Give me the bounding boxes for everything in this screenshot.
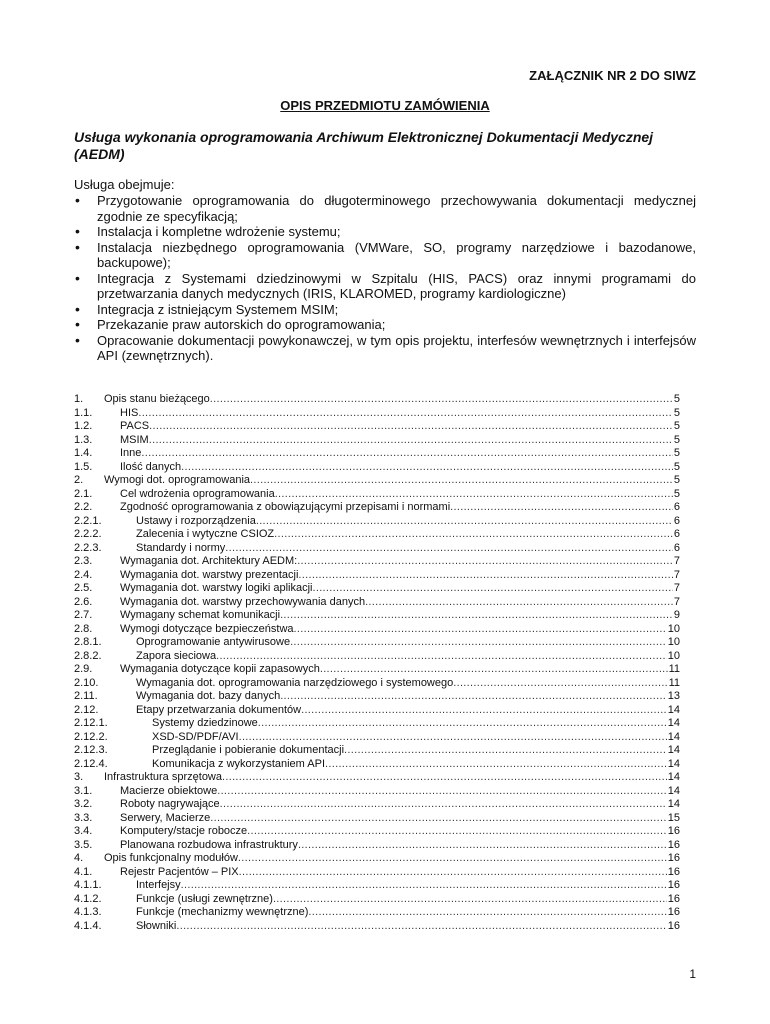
toc-entry-number: 3. <box>74 771 84 783</box>
toc-entry-page: 7 <box>673 582 680 594</box>
toc-dot-leader <box>176 920 666 934</box>
toc-entry-label: Wymogi dot. oprogramowania <box>104 474 251 486</box>
toc-entry-number: 2.2. <box>74 501 93 513</box>
scope-bullet-item: • Przekazanie praw autorskich do oprogramowania; <box>74 317 696 333</box>
toc-entry-number: 3.4. <box>74 825 93 837</box>
toc-entry-label: Zapora sieciowa <box>136 649 217 662</box>
toc-entry-number: 3.3. <box>74 811 93 824</box>
toc-entry[interactable] <box>74 812 680 826</box>
toc-dot-leader <box>250 474 673 488</box>
toc-dot-leader <box>320 663 668 677</box>
toc-entry[interactable] <box>74 690 680 704</box>
toc-dot-leader <box>325 758 667 772</box>
toc-entry-page: 16 <box>667 825 680 837</box>
toc-entry[interactable] <box>74 420 680 434</box>
toc-dot-leader <box>222 771 667 785</box>
toc-entry-label: Opis stanu bieżącego <box>104 393 210 405</box>
toc-entry-label: Cel wdrożenia oprogramowania <box>120 487 275 500</box>
toc-entry-label: Ustawy i rozporządzenia <box>136 514 256 527</box>
toc-dot-leader <box>297 555 673 569</box>
toc-entry-label: Zgodność oprogramowania z obowiązującymi przepisami i normami <box>120 501 451 513</box>
toc-entry-page: 7 <box>673 595 680 608</box>
toc-entry-label: Infrastruktura sprzętowa <box>104 771 222 783</box>
toc-entry-number: 2.4. <box>74 568 93 581</box>
toc-entry-page: 14 <box>667 798 680 810</box>
toc-entry-label: Wymogi dotyczące bezpieczeństwa <box>120 622 294 635</box>
toc-entry[interactable] <box>74 542 680 556</box>
toc-dot-leader <box>298 839 667 853</box>
toc-entry-label: Komputery/stacje robocze <box>120 825 248 837</box>
toc-entry-label: Wymagania dot. warstwy logiki aplikacji <box>120 582 313 594</box>
toc-dot-leader <box>273 893 667 907</box>
toc-entry[interactable] <box>74 920 680 934</box>
toc-entry-number: 2.7. <box>74 609 93 621</box>
toc-entry[interactable] <box>74 650 680 664</box>
toc-dot-leader <box>280 609 673 623</box>
toc-entry[interactable] <box>74 731 680 745</box>
toc-entry-number: 2.6. <box>74 595 93 608</box>
toc-entry-label: Roboty nagrywające <box>120 798 220 810</box>
toc-dot-leader <box>149 420 673 434</box>
toc-dot-leader <box>217 785 667 799</box>
toc-dot-leader <box>138 407 673 421</box>
toc-entry-number: 1.5. <box>74 460 93 473</box>
toc-dot-leader <box>298 569 672 583</box>
toc-dot-leader <box>210 393 673 407</box>
toc-entry[interactable] <box>74 474 680 488</box>
toc-dot-leader <box>239 866 667 880</box>
toc-entry-page: 14 <box>667 703 680 716</box>
toc-entry[interactable] <box>74 596 680 610</box>
toc-entry-label: Opis funkcjonalny modułów <box>104 852 238 864</box>
toc-entry-number: 4.1. <box>74 865 93 878</box>
toc-entry-page: 11 <box>668 676 680 689</box>
toc-entry[interactable] <box>74 393 680 407</box>
toc-entry-page: 10 <box>667 649 680 662</box>
toc-entry-label: Wymagania dot. warstwy przechowywania danych <box>120 595 366 608</box>
toc-dot-leader <box>344 744 667 758</box>
toc-entry-number: 3.5. <box>74 838 93 851</box>
toc-dot-leader <box>256 515 673 529</box>
toc-dot-leader <box>301 704 667 718</box>
toc-entry-number: 3.1. <box>74 784 93 797</box>
toc-dot-leader <box>450 501 673 515</box>
toc-dot-leader <box>141 447 672 461</box>
toc-entry[interactable] <box>74 528 680 542</box>
toc-entry-page: 11 <box>668 663 680 675</box>
toc-entry-number: 4.1.4. <box>74 919 102 932</box>
toc-entry-page: 16 <box>667 852 680 864</box>
toc-entry[interactable] <box>74 636 680 650</box>
toc-entry-label: Interfejsy <box>136 879 181 891</box>
toc-entry-number: 2.12.4. <box>74 757 108 770</box>
toc-entry[interactable] <box>74 717 680 731</box>
document-title: OPIS PRZEDMIOTU ZAMÓWIENIA <box>280 98 490 113</box>
scope-bullet-item: • Integracja z istniejącym Systemem MSIM; <box>74 302 696 318</box>
toc-dot-leader <box>365 596 673 610</box>
toc-entry-page: 5 <box>673 420 680 432</box>
toc-dot-leader <box>290 636 667 650</box>
scope-bullet-item: • Opracowanie dokumentacji powykonawczej, w tym opis projektu, interfesów wewnętrznych i interfejsów API (zewnętrznych). <box>74 333 696 364</box>
toc-entry-page: 15 <box>667 811 680 824</box>
toc-entry-label: PACS <box>120 420 150 432</box>
scope-intro: Usługa obejmuje: <box>74 177 175 192</box>
toc-entry-page: 14 <box>667 744 680 756</box>
toc-entry-number: 2.5. <box>74 582 93 594</box>
toc-entry-label: Funkcje (mechanizmy wewnętrzne) <box>136 906 309 918</box>
toc-dot-leader <box>294 623 667 637</box>
toc-entry-page: 16 <box>667 906 680 918</box>
toc-entry-page: 14 <box>667 771 680 783</box>
toc-entry[interactable] <box>74 501 680 515</box>
toc-entry-number: 1. <box>74 393 84 405</box>
toc-entry-page: 7 <box>673 568 680 581</box>
toc-dot-leader <box>453 677 667 691</box>
toc-entry[interactable] <box>74 852 680 866</box>
toc-entry[interactable] <box>74 798 680 812</box>
toc-entry-label: Standardy i normy <box>136 541 226 554</box>
toc-entry-page: 5 <box>673 474 680 486</box>
toc-entry-number: 2.12.2. <box>74 730 108 743</box>
page-number: 1 <box>689 967 696 981</box>
toc-entry[interactable] <box>74 704 680 718</box>
toc-entry[interactable] <box>74 839 680 853</box>
toc-entry[interactable] <box>74 407 680 421</box>
toc-entry-page: 9 <box>673 609 680 621</box>
toc-entry-number: 4.1.3. <box>74 906 102 918</box>
toc-entry-number: 1.1. <box>74 406 93 419</box>
toc-dot-leader <box>312 582 672 596</box>
toc-entry-label: Zalecenia i wytyczne CSIOZ <box>136 528 275 540</box>
toc-entry-page: 14 <box>667 730 680 743</box>
toc-entry-page: 16 <box>667 892 680 905</box>
toc-entry-page: 14 <box>667 717 680 729</box>
toc-entry-number: 2.12.3. <box>74 744 108 756</box>
toc-entry-page: 5 <box>673 460 680 473</box>
toc-dot-leader <box>275 488 673 502</box>
toc-entry-page: 16 <box>667 865 680 878</box>
toc-dot-leader <box>280 690 667 704</box>
toc-dot-leader <box>225 542 673 556</box>
toc-entry-page: 7 <box>673 555 680 567</box>
toc-entry-page: 14 <box>667 784 680 797</box>
toc-entry[interactable] <box>74 866 680 880</box>
toc-entry[interactable] <box>74 569 680 583</box>
toc-entry-number: 2.2.3. <box>74 541 102 554</box>
toc-entry-label: Funkcje (usługi zewnętrzne) <box>136 892 273 905</box>
toc-dot-leader <box>238 852 667 866</box>
toc-entry-label: Wymagania dotyczące kopii zapasowych <box>120 663 320 675</box>
toc-entry[interactable] <box>74 609 680 623</box>
toc-entry-label: Wymagania dot. Architektury AEDM: <box>120 555 298 567</box>
toc-entry-number: 3.2. <box>74 798 93 810</box>
toc-entry-label: Oprogramowanie antywirusowe <box>136 636 291 648</box>
toc-entry-page: 5 <box>673 406 680 419</box>
toc-entry[interactable] <box>74 461 680 475</box>
toc-entry-page: 16 <box>667 919 680 932</box>
toc-entry-label: Komunikacja z wykorzystaniem API <box>152 757 326 770</box>
toc-entry-page: 10 <box>667 622 680 635</box>
toc-entry-label: Wymagany schemat komunikacji <box>120 609 281 621</box>
toc-entry[interactable] <box>74 744 680 758</box>
toc-dot-leader <box>220 798 667 812</box>
toc-entry-page: 16 <box>667 879 680 891</box>
toc-entry[interactable] <box>74 771 680 785</box>
toc-entry[interactable] <box>74 663 680 677</box>
scope-bullet-item: • Integracja z Systemami dziedzinowymi w Szpitalu (HIS, PACS) oraz innymi programami do przetwarzania danych medycznych (IRIS, KLAROMED, programy kardiologiczne) <box>74 271 696 302</box>
toc-entry-page: 13 <box>667 690 680 702</box>
toc-entry-number: 2.10. <box>74 676 99 689</box>
toc-dot-leader <box>239 731 667 745</box>
toc-entry-label: MSIM <box>120 433 149 446</box>
toc-entry-label: Inne <box>120 447 142 459</box>
toc-entry-number: 2.8.2. <box>74 649 102 662</box>
toc-entry[interactable] <box>74 825 680 839</box>
toc-dot-leader <box>181 879 667 893</box>
toc-dot-leader <box>274 528 673 542</box>
toc-entry-number: 1.2. <box>74 420 93 432</box>
toc-entry-number: 4.1.1. <box>74 879 102 891</box>
toc-entry[interactable] <box>74 447 680 461</box>
toc-entry-label: Przeglądanie i pobieranie dokumentacji <box>152 744 345 756</box>
scope-bullet-item: • Instalacja niezbędnego oprogramowania (VMWare, SO, programy narzędziowe i bazodanowe, backupowe); <box>74 240 696 271</box>
toc-entry-label: XSD-SD/PDF/AVI <box>152 730 239 743</box>
toc-dot-leader <box>149 434 673 448</box>
toc-entry-page: 16 <box>667 838 680 851</box>
toc-entry-label: Macierze obiektowe <box>120 784 218 797</box>
toc-dot-leader <box>210 812 666 826</box>
scope-bullet-item: • Przygotowanie oprogramowania do długoterminowego przechowywania dokumentacji medycznej zgodnie ze specyfikacją; <box>74 193 696 224</box>
toc-entry-label: Ilość danych <box>120 460 182 473</box>
toc-entry-page: 6 <box>673 501 680 513</box>
toc-entry-label: Wymagania dot. warstwy prezentacji <box>120 568 299 581</box>
toc-entry-page: 14 <box>667 757 680 770</box>
toc-entry-number: 2.12.1. <box>74 717 108 729</box>
toc-entry-number: 4.1.2. <box>74 892 102 905</box>
toc-entry-number: 4. <box>74 852 84 864</box>
toc-entry-page: 5 <box>673 433 680 446</box>
toc-entry-number: 1.4. <box>74 447 93 459</box>
toc-entry-number: 2.1. <box>74 487 93 500</box>
annex-heading: ZAŁĄCZNIK NR 2 DO SIWZ <box>529 68 696 83</box>
toc-entry[interactable] <box>74 758 680 772</box>
toc-entry-page: 5 <box>673 393 680 405</box>
toc-dot-leader <box>308 906 666 920</box>
toc-entry[interactable] <box>74 515 680 529</box>
toc-entry[interactable] <box>74 488 680 502</box>
toc-entry-label: Serwery, Macierze <box>120 811 211 824</box>
scope-bullet-item: • Instalacja i kompletne wdrożenie systemu; <box>74 224 696 240</box>
toc-entry-page: 6 <box>673 528 680 540</box>
toc-entry[interactable] <box>74 555 680 569</box>
toc-entry[interactable] <box>74 623 680 637</box>
toc-dot-leader <box>247 825 667 839</box>
toc-entry-label: Słowniki <box>136 919 177 932</box>
toc-entry-page: 6 <box>673 514 680 527</box>
scope-bullet-list <box>74 193 696 364</box>
toc-entry-number: 2.8.1. <box>74 636 102 648</box>
toc-entry-number: 2. <box>74 474 84 486</box>
toc-entry[interactable] <box>74 879 680 893</box>
toc-entry-number: 2.9. <box>74 663 93 675</box>
service-title: Usługa wykonania oprogramowania Archiwum Elektronicznej Dokumentacji Medycznej (AEDM) <box>74 129 654 162</box>
toc-entry-label: Wymagania dot. bazy danych <box>136 690 281 702</box>
toc-entry[interactable] <box>74 582 680 596</box>
toc-entry-label: Wymagania dot. oprogramowania narzędziowego i systemowego <box>136 676 454 689</box>
table-of-contents <box>74 393 680 933</box>
toc-dot-leader <box>216 650 667 664</box>
toc-entry[interactable] <box>74 893 680 907</box>
toc-entry-label: Systemy dziedzinowe <box>152 717 258 729</box>
toc-entry-page: 10 <box>667 636 680 648</box>
toc-entry[interactable] <box>74 677 680 691</box>
toc-entry-page: 6 <box>673 541 680 554</box>
toc-entry-number: 2.8. <box>74 622 93 635</box>
toc-dot-leader <box>258 717 667 731</box>
toc-entry-label: HIS <box>120 406 139 419</box>
toc-entry-number: 1.3. <box>74 433 93 446</box>
toc-dot-leader <box>181 461 673 475</box>
toc-entry[interactable] <box>74 906 680 920</box>
toc-entry[interactable] <box>74 785 680 799</box>
toc-entry[interactable] <box>74 434 680 448</box>
toc-entry-number: 2.12. <box>74 703 99 716</box>
toc-entry-number: 2.2.1. <box>74 514 102 527</box>
toc-entry-number: 2.11. <box>74 690 98 702</box>
toc-entry-page: 5 <box>673 447 680 459</box>
toc-entry-number: 2.2.2. <box>74 528 102 540</box>
toc-entry-number: 2.3. <box>74 555 93 567</box>
toc-entry-label: Planowana rozbudowa infrastruktury <box>120 838 298 851</box>
toc-entry-label: Etapy przetwarzania dokumentów <box>136 703 302 716</box>
toc-entry-label: Rejestr Pacjentów – PIX <box>120 865 239 878</box>
toc-entry-page: 5 <box>673 487 680 500</box>
